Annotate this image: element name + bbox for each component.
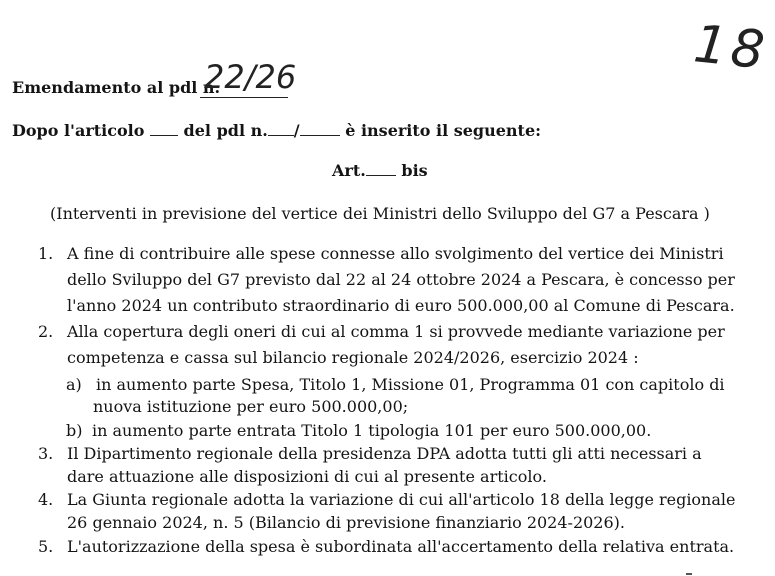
item-number: 1. xyxy=(38,244,54,263)
pdl-number-blank xyxy=(268,123,294,136)
article-number-blank xyxy=(150,123,178,136)
subitem-line: nuova istituzione per euro 500.000,00; xyxy=(93,397,409,416)
stray-mark xyxy=(686,573,692,575)
item-line: La Giunta regionale adotta la variazione di cui all'articolo 18 della legge regionale xyxy=(67,490,736,509)
article-subtitle: (Interventi in previsione del vertice dei Ministri dello Sviluppo del G7 a Pescara ) xyxy=(50,204,710,223)
after-article-prefix: Dopo l'articolo xyxy=(12,121,145,140)
handwritten-page-number: 18 xyxy=(691,14,772,82)
article-prefix: Art. xyxy=(332,161,366,180)
pdl-year-blank xyxy=(300,123,340,136)
subitem-label: a) xyxy=(66,375,82,394)
item-line: competenza e cassa sul bilancio regionale 2024/2026, esercizio 2024 : xyxy=(67,348,639,367)
subitem-line: in aumento parte Spesa, Titolo 1, Missione 01, Programma 01 con capitolo di xyxy=(96,375,725,394)
item-line: Il Dipartimento regionale della presidenza DPA adotta tutti gli atti necessari a xyxy=(67,444,702,463)
handwritten-pdl-number: 22/26 xyxy=(204,58,297,96)
pdl-number-underline xyxy=(200,97,288,98)
amendment-label: Emendamento al pdl n. xyxy=(12,78,221,97)
article-title xyxy=(332,161,428,180)
item-line: dare attuazione alle disposizioni di cui al presente articolo. xyxy=(67,467,547,486)
after-article-line xyxy=(12,121,541,140)
item-number: 2. xyxy=(38,322,54,341)
after-article-suffix: è inserito il seguente: xyxy=(345,121,542,140)
article-title-blank xyxy=(366,163,396,176)
item-line: Alla copertura degli oneri di cui al comma 1 si provvede mediante variazione per xyxy=(67,322,725,341)
item-line: l'anno 2024 un contributo straordinario di euro 500.000,00 al Comune di Pescara. xyxy=(67,296,735,315)
item-line: A fine di contribuire alle spese connesse allo svolgimento del vertice dei Ministri xyxy=(67,244,724,263)
article-suffix: bis xyxy=(401,161,428,180)
item-number: 3. xyxy=(38,444,54,463)
after-article-sep: / xyxy=(293,121,300,140)
subitem-line: in aumento parte entrata Titolo 1 tipologia 101 per euro 500.000,00. xyxy=(92,421,652,440)
item-line: dello Sviluppo del G7 previsto dal 22 al 24 ottobre 2024 a Pescara, è concesso per xyxy=(67,270,735,289)
item-line: L'autorizzazione della spesa è subordinata all'accertamento della relativa entrata. xyxy=(67,537,735,556)
item-number: 4. xyxy=(38,490,54,509)
after-article-mid: del pdl n. xyxy=(183,121,268,140)
item-line: 26 gennaio 2024, n. 5 (Bilancio di previsione finanziario 2024-2026). xyxy=(67,513,625,532)
item-number: 5. xyxy=(38,537,54,556)
subitem-label: b) xyxy=(66,421,83,440)
amendment-heading xyxy=(12,78,220,97)
